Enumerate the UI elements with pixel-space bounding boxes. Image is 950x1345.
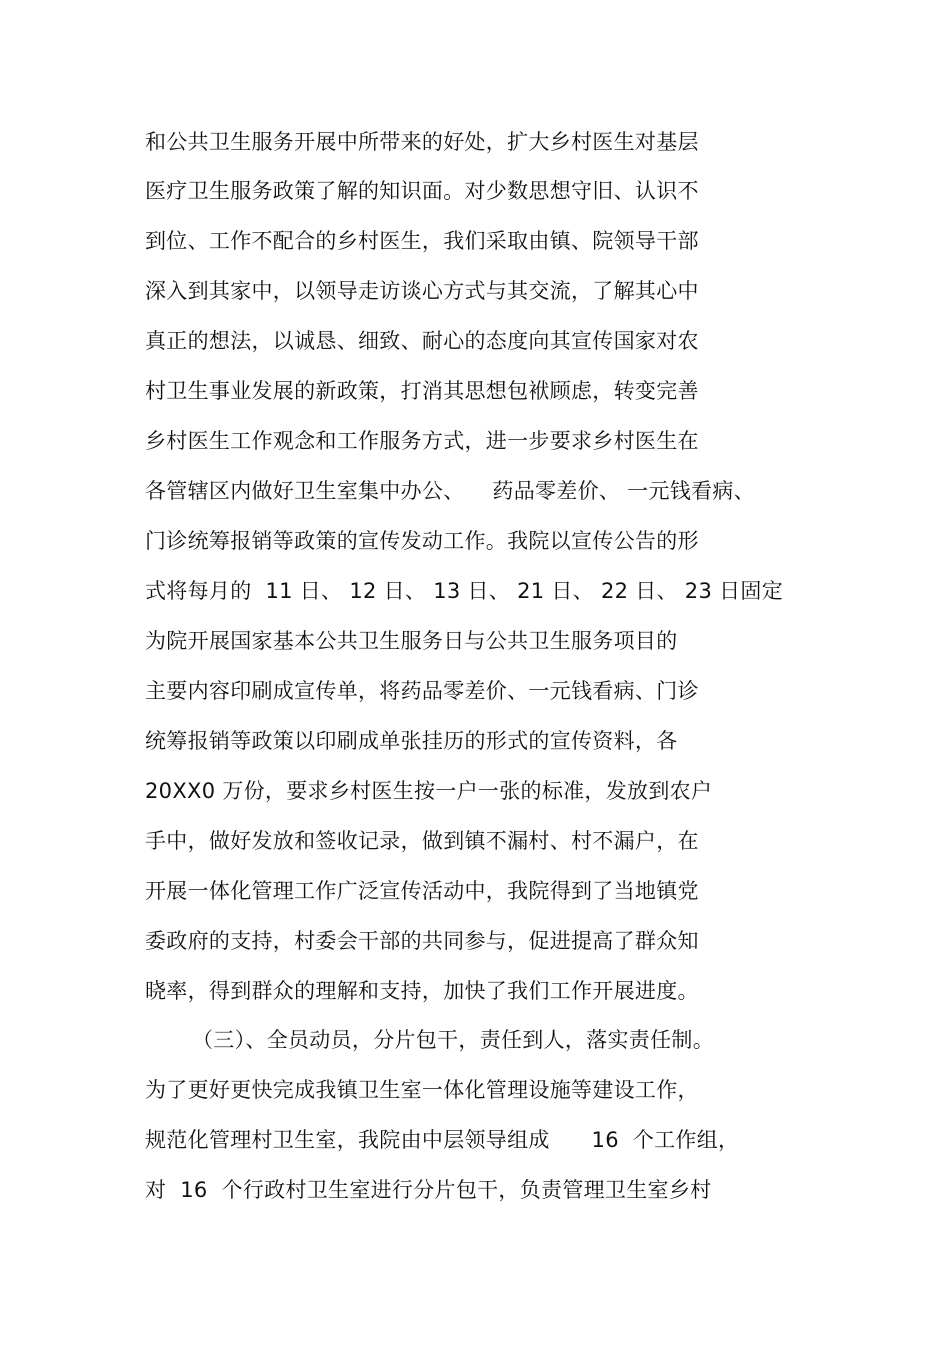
paragraph-line: 为院开展国家基本公共卫生服务日与公共卫生服务项目的 — [145, 629, 678, 653]
paragraph-line: 医疗卫生服务政策了解的知识面。对少数思想守旧、认识不 — [145, 179, 699, 203]
paragraph-line: 深入到其家中，以领导走访谈心方式与其交流，了解其心中 — [145, 279, 699, 303]
paragraph-line: 委政府的支持，村委会干部的共同参与，促进提高了群众知 — [145, 929, 699, 953]
paragraph-line: 门诊统筹报销等政策的宣传发动工作。我院以宣传公告的形 — [145, 529, 699, 553]
paragraph-line: 主要内容印刷成宣传单，将药品零差价、一元钱看病、门诊 — [145, 679, 699, 703]
paragraph-line: 手中，做好发放和签收记录，做到镇不漏村、村不漏户，在 — [145, 829, 699, 853]
paragraph-line: 真正的想法，以诚恳、细致、耐心的态度向其宣传国家对农 — [145, 329, 699, 353]
paragraph-line: 开展一体化管理工作广泛宣传活动中，我院得到了当地镇党 — [145, 879, 699, 903]
paragraph-line: 20XX0 万份，要求乡村医生按一户一张的标准，发放到农户 — [145, 779, 713, 803]
paragraph-line: 乡村医生工作观念和工作服务方式，进一步要求乡村医生在 — [145, 429, 699, 453]
paragraph-line: 村卫生事业发展的新政策，打消其思想包袱顾虑，转变完善 — [145, 379, 699, 403]
section-heading: （三）、全员动员，分片包干，责任到人，落实责任制。 — [192, 1028, 714, 1052]
paragraph-line: 统筹报销等政策以印刷成单张挂历的形式的宣传资料，各 — [145, 729, 678, 753]
paragraph-line: 为了更好更快完成我镇卫生室一体化管理设施等建设工作， — [145, 1078, 699, 1102]
paragraph-line: 规范化管理村卫生室，我院由中层领导组成 16 个工作组， — [145, 1128, 740, 1152]
paragraph-line: 晓率，得到群众的理解和支持，加快了我们工作开展进度。 — [145, 979, 699, 1003]
paragraph-line: 对 16 个行政村卫生室进行分片包干，负责管理卫生室乡村 — [145, 1178, 712, 1202]
paragraph-line: 到位、工作不配合的乡村医生，我们采取由镇、院领导干部 — [145, 229, 699, 253]
paragraph-line: 式将每月的 11 日、 12 日、 13 日、 21 日、 22 日、 23 日固定 — [145, 579, 784, 603]
paragraph-line: 各管辖区内做好卫生室集中办公、 药品零差价、 一元钱看病、 — [145, 479, 755, 503]
paragraph-line: 和公共卫生服务开展中所带来的好处，扩大乡村医生对基层 — [145, 130, 699, 154]
